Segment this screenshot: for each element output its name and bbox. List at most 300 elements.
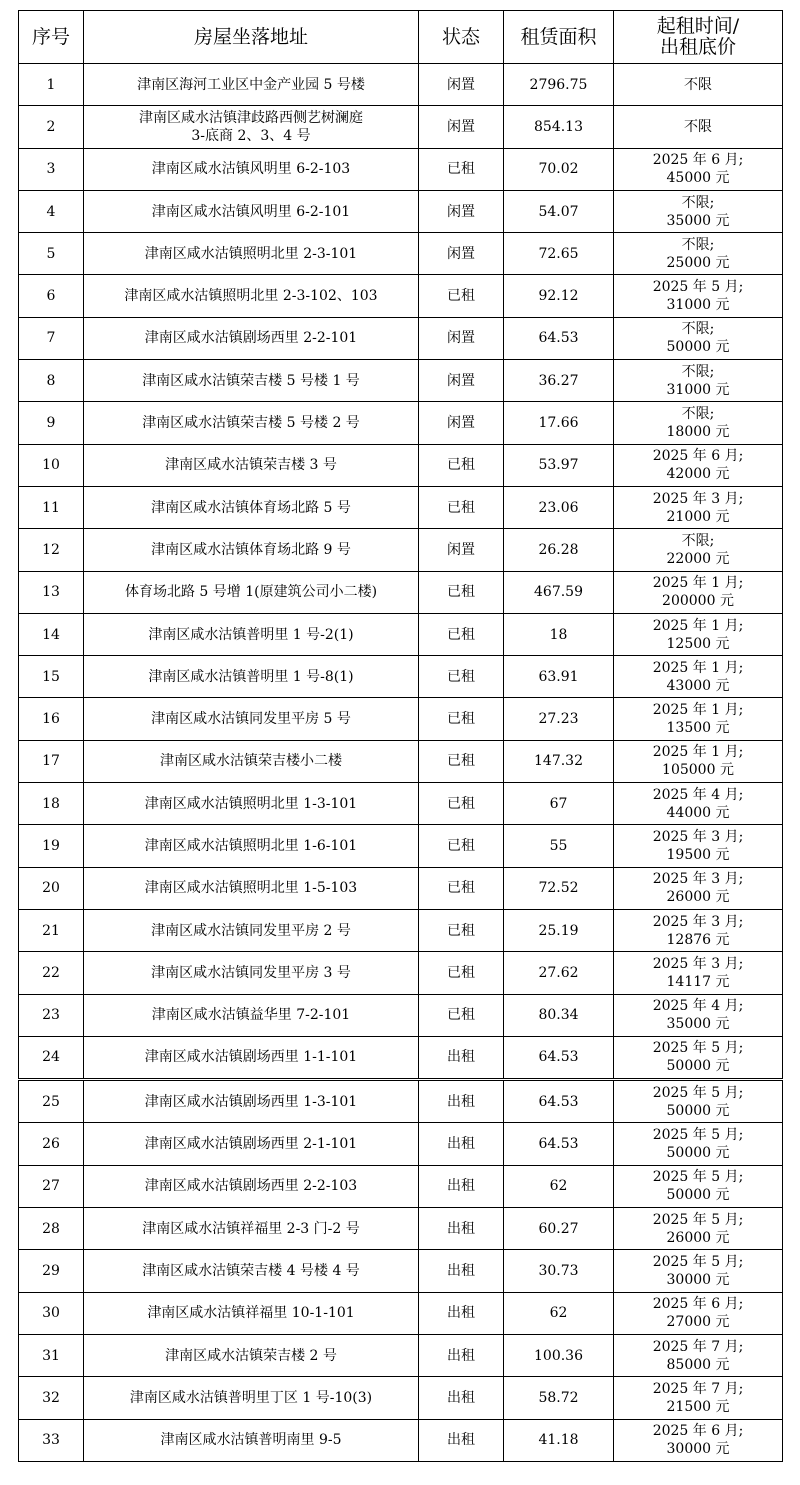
base-price: 35000 元 (666, 212, 730, 229)
cell-area: 58.72 (504, 1377, 614, 1419)
table-row (19, 106, 783, 148)
cell-time-price (614, 1334, 783, 1376)
cell-no: 21 (19, 909, 84, 951)
base-price: 12500 元 (666, 635, 730, 652)
cell-no: 6 (19, 275, 84, 317)
cell-address (84, 1377, 419, 1419)
cell-status: 已租 (419, 444, 504, 486)
start-time: 2025 年 5 月; (652, 1127, 744, 1144)
cell-address (84, 1036, 419, 1079)
table-row (19, 909, 783, 951)
table-row (19, 698, 783, 740)
cell-status: 出租 (419, 1036, 504, 1079)
address-line: 津南区咸水沽镇体育场北路 5 号 (151, 499, 351, 516)
cell-area: 60.27 (504, 1208, 614, 1250)
base-price: 50000 元 (666, 1058, 730, 1075)
cell-time-price (614, 360, 783, 402)
cell-status: 已租 (419, 867, 504, 909)
header-status: 状态 (419, 11, 504, 64)
table-row (19, 1080, 783, 1123)
cell-no: 7 (19, 317, 84, 359)
base-price: 25000 元 (666, 254, 730, 271)
base-price: 21000 元 (666, 508, 730, 525)
rental-listing-sheet (18, 10, 782, 1462)
cell-time-price (614, 1165, 783, 1207)
cell-time-price (614, 740, 783, 782)
cell-no: 24 (19, 1036, 84, 1079)
cell-time-price (614, 698, 783, 740)
start-time: 2025 年 7 月; (652, 1380, 744, 1397)
start-time: 2025 年 3 月; (652, 955, 744, 972)
cell-no: 3 (19, 148, 84, 190)
cell-status: 闲置 (419, 529, 504, 571)
cell-no: 29 (19, 1250, 84, 1292)
cell-address (84, 317, 419, 359)
start-time: 不限; (681, 532, 715, 549)
cell-address (84, 783, 419, 825)
address-line: 津南区咸水沽镇照明北里 1-6-101 (144, 837, 358, 854)
cell-address (84, 1419, 419, 1461)
start-time: 2025 年 5 月; (652, 1040, 744, 1057)
base-price: 50000 元 (666, 339, 730, 356)
cell-area: 64.53 (504, 1080, 614, 1123)
start-time: 2025 年 1 月; (652, 659, 744, 676)
cell-no: 27 (19, 1165, 84, 1207)
address-line: 津南区咸水沽镇益华里 7-2-101 (151, 1007, 351, 1024)
cell-no: 16 (19, 698, 84, 740)
cell-time-price (614, 867, 783, 909)
base-price: 43000 元 (666, 677, 730, 694)
cell-address (84, 1208, 419, 1250)
address-line: 津南区咸水沽镇体育场北路 9 号 (151, 541, 351, 558)
cell-address (84, 233, 419, 275)
cell-status: 出租 (419, 1334, 504, 1376)
start-time: 2025 年 6 月; (652, 1296, 744, 1313)
cell-time-price (614, 233, 783, 275)
address-line: 津南区咸水沽镇照明北里 2-3-101 (144, 245, 358, 262)
cell-no: 5 (19, 233, 84, 275)
start-time: 2025 年 4 月; (652, 998, 744, 1015)
cell-no: 9 (19, 402, 84, 444)
cell-status: 已租 (419, 486, 504, 528)
cell-no: 1 (19, 64, 84, 106)
base-price: 105000 元 (662, 762, 734, 779)
cell-status: 闲置 (419, 402, 504, 444)
cell-time-price (614, 148, 783, 190)
address-line: 津南区咸水沽镇照明北里 2-3-102、103 (124, 288, 378, 305)
cell-area: 63.91 (504, 656, 614, 698)
cell-time-price (614, 994, 783, 1036)
start-time: 不限; (681, 236, 715, 253)
cell-address (84, 952, 419, 994)
cell-status: 闲置 (419, 233, 504, 275)
cell-status: 出租 (419, 1250, 504, 1292)
base-price: 18000 元 (666, 424, 730, 441)
table-row (19, 867, 783, 909)
cell-time-price (614, 275, 783, 317)
start-time: 2025 年 1 月; (652, 617, 744, 634)
cell-address (84, 148, 419, 190)
start-time: 2025 年 5 月; (652, 1211, 744, 1228)
cell-status: 出租 (419, 1080, 504, 1123)
cell-address (84, 64, 419, 106)
address-line: 津南区咸水沽镇普明里 1 号-2(1) (148, 626, 354, 643)
header-time-line: 起租时间/ (656, 15, 740, 37)
cell-time-price (614, 1080, 783, 1123)
start-time: 2025 年 3 月; (652, 828, 744, 845)
table-row (19, 1208, 783, 1250)
cell-status: 已租 (419, 994, 504, 1036)
base-price: 45000 元 (666, 170, 730, 187)
cell-area: 100.36 (504, 1334, 614, 1376)
cell-area: 2796.75 (504, 64, 614, 106)
start-time: 不限 (684, 118, 712, 135)
cell-status: 闲置 (419, 64, 504, 106)
table-row (19, 402, 783, 444)
cell-area: 18 (504, 613, 614, 655)
cell-time-price (614, 656, 783, 698)
base-price: 26000 元 (666, 1229, 730, 1246)
cell-time-price (614, 909, 783, 951)
cell-time-price (614, 106, 783, 148)
address-line: 津南区咸水沽镇风明里 6-2-103 (151, 161, 351, 178)
cell-status: 已租 (419, 656, 504, 698)
table-row (19, 994, 783, 1036)
cell-address (84, 529, 419, 571)
table-row (19, 1123, 783, 1165)
address-line: 津南区咸水沽镇普明里 1 号-8(1) (148, 668, 354, 685)
cell-status: 已租 (419, 698, 504, 740)
cell-time-price (614, 190, 783, 232)
cell-no: 18 (19, 783, 84, 825)
cell-address (84, 1292, 419, 1334)
cell-no: 17 (19, 740, 84, 782)
address-line: 津南区咸水沽镇照明北里 1-5-103 (144, 880, 358, 897)
cell-status: 出租 (419, 1377, 504, 1419)
cell-status: 出租 (419, 1123, 504, 1165)
table-row (19, 613, 783, 655)
address-line: 津南区咸水沽镇照明北里 1-3-101 (144, 795, 358, 812)
base-price: 42000 元 (666, 466, 730, 483)
cell-address (84, 402, 419, 444)
cell-status: 已租 (419, 571, 504, 613)
cell-area: 72.52 (504, 867, 614, 909)
cell-no: 2 (19, 106, 84, 148)
address-line: 津南区咸水沽镇荣吉楼 2 号 (165, 1347, 337, 1364)
start-time: 2025 年 3 月; (652, 490, 744, 507)
table-row (19, 233, 783, 275)
cell-address (84, 656, 419, 698)
cell-no: 13 (19, 571, 84, 613)
start-time: 不限; (681, 321, 715, 338)
table-row (19, 190, 783, 232)
table-row (19, 1419, 783, 1461)
table-row (19, 444, 783, 486)
address-line: 津南区咸水沽镇剧场西里 2-1-101 (144, 1136, 358, 1153)
base-price: 30000 元 (666, 1441, 730, 1458)
cell-area: 64.53 (504, 1036, 614, 1079)
header-address: 房屋坐落地址 (84, 11, 419, 64)
cell-time-price (614, 825, 783, 867)
cell-status: 已租 (419, 613, 504, 655)
cell-area: 27.23 (504, 698, 614, 740)
address-line: 津南区咸水沽镇剧场西里 2-2-103 (144, 1178, 358, 1195)
cell-area: 67 (504, 783, 614, 825)
table-row (19, 952, 783, 994)
cell-address (84, 909, 419, 951)
address-line: 津南区咸水沽镇荣吉楼 3 号 (165, 457, 337, 474)
cell-time-price (614, 952, 783, 994)
cell-status: 出租 (419, 1292, 504, 1334)
table-row (19, 1036, 783, 1079)
table-row (19, 1165, 783, 1207)
cell-area: 36.27 (504, 360, 614, 402)
address-line: 津南区咸水沽镇普明里丁区 1 号-10(3) (129, 1389, 373, 1406)
cell-status: 已租 (419, 740, 504, 782)
table-row (19, 1377, 783, 1419)
cell-address (84, 486, 419, 528)
header-no: 序号 (19, 11, 84, 64)
cell-area: 70.02 (504, 148, 614, 190)
cell-time-price (614, 444, 783, 486)
cell-time-price (614, 402, 783, 444)
cell-status: 闲置 (419, 317, 504, 359)
cell-address (84, 698, 419, 740)
cell-address (84, 1123, 419, 1165)
start-time: 不限; (681, 406, 715, 423)
cell-no: 23 (19, 994, 84, 1036)
cell-no: 33 (19, 1419, 84, 1461)
base-price: 50000 元 (666, 1145, 730, 1162)
cell-area: 147.32 (504, 740, 614, 782)
table-row (19, 656, 783, 698)
cell-no: 26 (19, 1123, 84, 1165)
cell-area: 41.18 (504, 1419, 614, 1461)
start-time: 2025 年 6 月; (652, 1423, 744, 1440)
cell-address (84, 360, 419, 402)
cell-status: 闲置 (419, 360, 504, 402)
start-time: 2025 年 3 月; (652, 871, 744, 888)
cell-status: 已租 (419, 783, 504, 825)
cell-time-price (614, 1419, 783, 1461)
base-price: 19500 元 (666, 846, 730, 863)
cell-no: 10 (19, 444, 84, 486)
table-row (19, 360, 783, 402)
start-time: 2025 年 1 月; (652, 575, 744, 592)
address-line: 津南区咸水沽镇普明南里 9-5 (160, 1432, 342, 1449)
cell-time-price (614, 1036, 783, 1079)
cell-no: 28 (19, 1208, 84, 1250)
cell-time-price (614, 486, 783, 528)
cell-area: 54.07 (504, 190, 614, 232)
header-time-price (614, 11, 783, 64)
address-line: 津南区咸水沽镇津歧路西侧艺树澜庭 (139, 109, 363, 126)
cell-area: 92.12 (504, 275, 614, 317)
cell-address (84, 867, 419, 909)
cell-no: 14 (19, 613, 84, 655)
table-row (19, 1250, 783, 1292)
cell-time-price (614, 64, 783, 106)
cell-area: 17.66 (504, 402, 614, 444)
cell-address (84, 1165, 419, 1207)
address-line: 津南区咸水沽镇风明里 6-2-101 (151, 203, 351, 220)
cell-area: 62 (504, 1165, 614, 1207)
address-line: 体育场北路 5 号增 1(原建筑公司小二楼) (124, 584, 378, 601)
table-row (19, 571, 783, 613)
rental-table (18, 10, 783, 1462)
start-time: 2025 年 5 月; (652, 279, 744, 296)
cell-area: 25.19 (504, 909, 614, 951)
base-price: 31000 元 (666, 381, 730, 398)
base-price: 22000 元 (666, 550, 730, 567)
cell-no: 19 (19, 825, 84, 867)
address-line: 津南区咸水沽镇同发里平房 2 号 (151, 922, 351, 939)
table-row (19, 275, 783, 317)
address-line: 津南区咸水沽镇剧场西里 2-2-101 (144, 330, 358, 347)
cell-status: 已租 (419, 275, 504, 317)
cell-time-price (614, 1250, 783, 1292)
cell-status: 闲置 (419, 106, 504, 148)
cell-no: 12 (19, 529, 84, 571)
cell-time-price (614, 317, 783, 359)
header-row (19, 11, 783, 64)
cell-time-price (614, 1377, 783, 1419)
cell-area: 55 (504, 825, 614, 867)
start-time: 不限 (684, 76, 712, 93)
cell-address (84, 1080, 419, 1123)
address-line: 津南区咸水沽镇剧场西里 1-3-101 (144, 1093, 358, 1110)
address-line: 3-底商 2、3、4 号 (191, 127, 311, 144)
table-row (19, 783, 783, 825)
cell-time-price (614, 1208, 783, 1250)
address-line: 津南区咸水沽镇同发里平房 5 号 (151, 711, 351, 728)
table-row (19, 148, 783, 190)
cell-area: 23.06 (504, 486, 614, 528)
cell-area: 467.59 (504, 571, 614, 613)
header-price-line: 出租底价 (659, 36, 736, 58)
cell-no: 32 (19, 1377, 84, 1419)
address-line: 津南区咸水沽镇荣吉楼小二楼 (160, 753, 342, 770)
cell-time-price (614, 529, 783, 571)
header-area: 租赁面积 (504, 11, 614, 64)
base-price: 85000 元 (666, 1356, 730, 1373)
table-row (19, 529, 783, 571)
cell-no: 11 (19, 486, 84, 528)
table-row (19, 825, 783, 867)
cell-area: 64.53 (504, 1123, 614, 1165)
address-line: 津南区咸水沽镇同发里平房 3 号 (151, 964, 351, 981)
address-line: 津南区咸水沽镇荣吉楼 5 号楼 2 号 (142, 415, 360, 432)
cell-address (84, 444, 419, 486)
base-price: 44000 元 (666, 804, 730, 821)
start-time: 不限; (681, 194, 715, 211)
cell-address (84, 275, 419, 317)
cell-no: 25 (19, 1080, 84, 1123)
table-row (19, 64, 783, 106)
cell-address (84, 106, 419, 148)
table-row (19, 740, 783, 782)
cell-address (84, 571, 419, 613)
start-time: 2025 年 5 月; (652, 1169, 744, 1186)
cell-no: 30 (19, 1292, 84, 1334)
base-price: 21500 元 (666, 1398, 730, 1415)
address-line: 津南区咸水沽镇荣吉楼 4 号楼 4 号 (142, 1262, 360, 1279)
cell-area: 80.34 (504, 994, 614, 1036)
start-time: 2025 年 3 月; (652, 913, 744, 930)
cell-time-price (614, 1123, 783, 1165)
cell-status: 闲置 (419, 190, 504, 232)
cell-time-price (614, 1292, 783, 1334)
cell-no: 20 (19, 867, 84, 909)
base-price: 12876 元 (666, 931, 730, 948)
cell-address (84, 613, 419, 655)
cell-no: 22 (19, 952, 84, 994)
cell-status: 已租 (419, 825, 504, 867)
cell-address (84, 825, 419, 867)
cell-time-price (614, 783, 783, 825)
start-time: 2025 年 6 月; (652, 152, 744, 169)
address-line: 津南区咸水沽镇祥福里 10-1-101 (147, 1305, 355, 1322)
cell-no: 8 (19, 360, 84, 402)
cell-address (84, 1250, 419, 1292)
cell-area: 30.73 (504, 1250, 614, 1292)
cell-no: 15 (19, 656, 84, 698)
cell-no: 31 (19, 1334, 84, 1376)
base-price: 50000 元 (666, 1102, 730, 1119)
cell-status: 已租 (419, 148, 504, 190)
cell-status: 出租 (419, 1208, 504, 1250)
table-row (19, 1334, 783, 1376)
cell-area: 26.28 (504, 529, 614, 571)
base-price: 30000 元 (666, 1271, 730, 1288)
address-line: 津南区咸水沽镇祥福里 2-3 门-2 号 (142, 1220, 360, 1237)
cell-address (84, 190, 419, 232)
cell-status: 已租 (419, 909, 504, 951)
cell-address (84, 1334, 419, 1376)
start-time: 2025 年 4 月; (652, 786, 744, 803)
base-price: 200000 元 (662, 593, 734, 610)
base-price: 35000 元 (666, 1016, 730, 1033)
base-price: 26000 元 (666, 889, 730, 906)
cell-address (84, 740, 419, 782)
base-price: 50000 元 (666, 1187, 730, 1204)
table-row (19, 1292, 783, 1334)
start-time: 2025 年 5 月; (652, 1084, 744, 1101)
cell-area: 27.62 (504, 952, 614, 994)
cell-area: 854.13 (504, 106, 614, 148)
cell-area: 64.53 (504, 317, 614, 359)
start-time: 2025 年 7 月; (652, 1338, 744, 1355)
cell-time-price (614, 613, 783, 655)
cell-area: 72.65 (504, 233, 614, 275)
start-time: 2025 年 5 月; (652, 1253, 744, 1270)
address-line: 津南区海河工业区中金产业园 5 号楼 (137, 76, 365, 93)
cell-address (84, 994, 419, 1036)
cell-area: 53.97 (504, 444, 614, 486)
start-time: 2025 年 6 月; (652, 448, 744, 465)
base-price: 14117 元 (666, 973, 730, 990)
cell-no: 4 (19, 190, 84, 232)
start-time: 2025 年 1 月; (652, 702, 744, 719)
cell-status: 出租 (419, 1165, 504, 1207)
address-line: 津南区咸水沽镇剧场西里 1-1-101 (144, 1049, 358, 1066)
table-row (19, 317, 783, 359)
cell-status: 出租 (419, 1419, 504, 1461)
cell-area: 62 (504, 1292, 614, 1334)
base-price: 31000 元 (666, 297, 730, 314)
cell-status: 已租 (419, 952, 504, 994)
cell-time-price (614, 571, 783, 613)
